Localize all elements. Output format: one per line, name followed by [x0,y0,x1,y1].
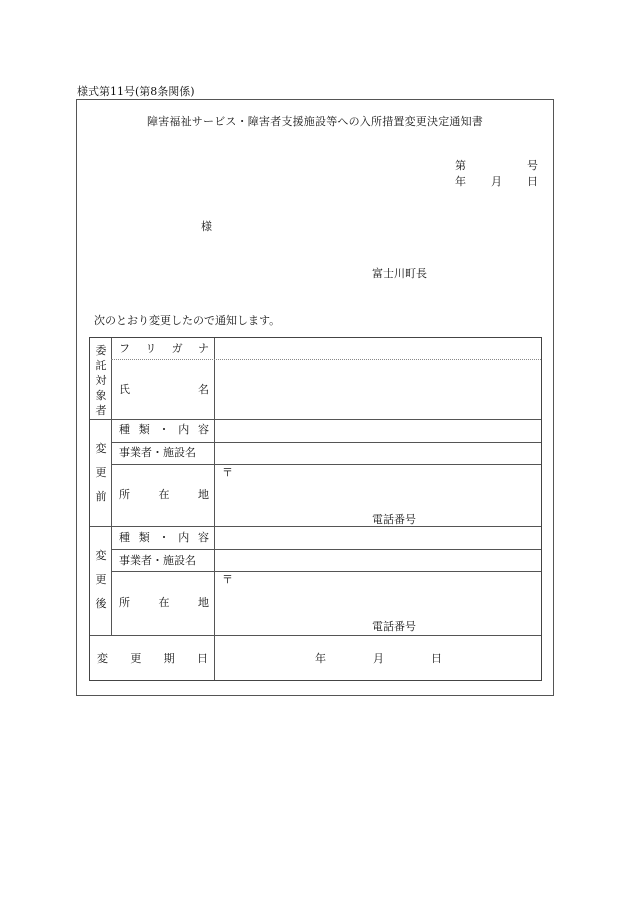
addressee-suffix: 様 [201,220,212,233]
reference-number: 第 号 [455,159,538,172]
name-label: 氏 名 [119,383,209,396]
after-type-content-label: 種 類 ・ 内 容 [119,531,209,544]
table-divider [111,338,112,635]
table-divider [111,549,541,550]
before-phone-label: 電話番号 [372,513,416,526]
table-divider [214,338,215,680]
before-business-label: 事業者・施設名 [119,446,196,459]
before-location-field[interactable] [236,480,536,510]
after-business-label: 事業者・施設名 [119,554,196,567]
table-divider [111,464,541,465]
table-divider [90,526,541,527]
before-location-label: 所 在 地 [119,488,209,501]
name-field[interactable] [222,363,537,413]
after-location-field[interactable] [236,588,536,618]
table-divider [90,419,541,420]
after-postal-mark: 〒 [222,573,233,586]
furigana-label: フ リ ガ ナ [119,342,209,355]
table-divider [111,571,541,572]
after-phone-label: 電話番号 [372,620,416,633]
issuer-name: 富士川町長 [372,267,427,280]
intro-text: 次のとおり変更したので通知します。 [94,314,281,327]
table-divider [90,635,541,636]
change-date-value[interactable]: 年 月 日 [315,652,442,665]
after-type-content-field[interactable] [222,528,537,546]
before-business-field[interactable] [222,444,537,462]
before-postal-mark: 〒 [222,466,233,479]
furigana-field[interactable] [222,342,537,358]
form-number: 様式第11号(第8条関係) [77,85,195,98]
before-type-content-label: 種 類 ・ 内 容 [119,423,209,436]
document-title: 障害福祉サービス・障害者支援施設等への入所措置変更決定通知書 [147,115,483,128]
change-date-label: 変 更 期 日 [97,652,208,665]
after-location-label: 所 在 地 [119,596,209,609]
table-divider [111,359,541,360]
before-type-content-field[interactable] [222,421,537,439]
after-business-field[interactable] [222,551,537,569]
table-divider [111,442,541,443]
issue-date: 年 月 日 [455,175,538,188]
